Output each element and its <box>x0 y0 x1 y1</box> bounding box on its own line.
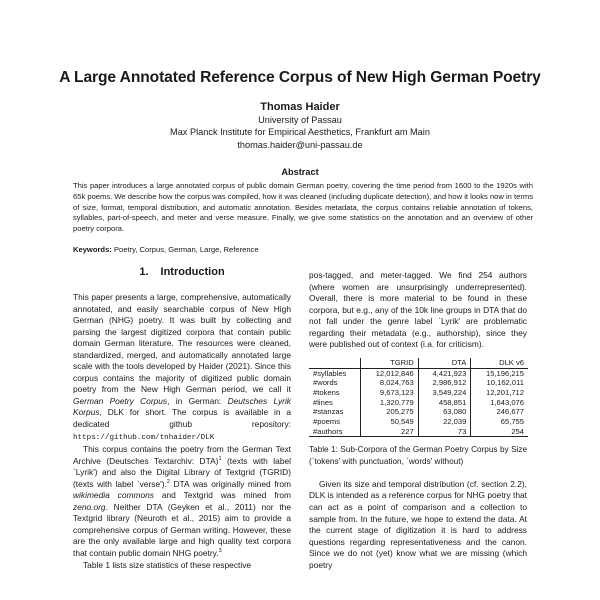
table-row <box>309 388 528 398</box>
table-cell: 9,673,123 <box>360 388 418 398</box>
table-cell: 22,039 <box>418 417 471 427</box>
table-cell: #lines <box>313 397 333 407</box>
section-number: 1. <box>139 266 149 278</box>
table-cell: #poems <box>313 417 341 427</box>
table-1-corpus-stats <box>309 358 528 438</box>
github-url-link[interactable]: https://github.com/tnhaider/DLK <box>73 433 215 442</box>
left-column <box>73 292 291 571</box>
footnote-marker-2[interactable]: 2 <box>166 478 170 485</box>
table-cell: #words <box>313 378 338 388</box>
table-cell: 65,755 <box>471 417 528 427</box>
intro-p1-emphasis-1: German Poetry Corpus <box>73 395 168 406</box>
paper-title: A Large Annotated Reference Corpus of New High German Poetry <box>59 69 541 86</box>
intro-p1-end: , DLK for short. The corpus is available in a dedicated github repository: <box>73 407 291 430</box>
table-row <box>309 427 528 437</box>
table-row <box>309 398 528 408</box>
table-header-cell: DLK v6 <box>471 358 528 368</box>
right-column <box>309 270 527 571</box>
author-name: Thomas Haider <box>260 101 340 113</box>
table-cell: 50,549 <box>360 417 418 427</box>
intro-paragraph-3: Table 1 lists size statistics of these respective <box>83 559 252 570</box>
intro-p1-mid: , in German: <box>167 395 222 406</box>
table-cell: #tokens <box>313 387 340 397</box>
keywords-label: Keywords: <box>73 245 112 254</box>
keywords-text: Poetry, Corpus, German, Large, Reference <box>113 245 259 254</box>
keywords <box>73 245 533 256</box>
table-cell: #stanzas <box>313 407 344 417</box>
intro-p2-text-e: . Neither DTA (Geyken et al., 2011) nor the Textgrid library (Neuroth et al., 2015) aim to provide a comprehensive corpus of German writing. However, these are the only available large and high quality text corpora that contain public domain NHG poetry. <box>73 501 291 559</box>
table-cell: 12,201,712 <box>471 388 528 398</box>
table-cell: #syllables <box>313 368 347 378</box>
table-cell: 63,080 <box>418 407 471 417</box>
intro-paragraph-1 <box>73 292 291 444</box>
affiliation-institute: Max Planck Institute for Empirical Aesthetics, Frankfurt am Main <box>170 127 430 138</box>
intro-p1-emphasis-2: Deutsches Lyrik Korpus <box>73 395 291 418</box>
intro-p2-text-a: This corpus contains the poetry from the German Text Archive (Deutsches Textarchiv: DTA) <box>73 444 291 466</box>
intro-p2-emphasis-2: zeno.org <box>73 501 106 512</box>
author-email: thomas.haider@uni-passau.de <box>237 139 363 150</box>
intro-p2-text-d: and Textgrid was mined from <box>161 490 292 501</box>
paragraph-spacer <box>309 467 527 479</box>
affiliations <box>0 114 600 151</box>
table-cell: 12,012,846 <box>360 368 418 378</box>
intro-paragraph-2 <box>73 444 291 559</box>
table-1-caption: Table 1: Sub-Corpora of the German Poetry Corpus by Size (`tokens' with punctuation, `words' without) <box>309 445 527 466</box>
intro-p1-text: This paper presents a large, comprehensive, automatically annotated, and easily searchable corpus of New High German (NHG) poetry. It was built by collecting and parsing the largest digitized corpora that contain public domain German literature. The resources were cleaned, standardized, merged, and automatically annotated large scale with the tools developed by Haider (2021). Since this corpus contains the majority of digitized public domain poetry from the New High German period, we call it <box>73 292 291 395</box>
right-paragraph-1: pos-tagged, and meter-tagged. We find 254 authors (where women are unsurprisingly underrepresented). Overall, there is more material to be found in these corpora, but e.g., any of the 10k line groups in DTA that do not fall under the genre label `Lyrik' are problematic regarding their metadata (e.g., authorship), since they were published out of context (i.a. for criticism). <box>309 270 527 350</box>
table-cell: 73 <box>418 427 471 437</box>
table-header-cell: TGRID <box>360 358 418 368</box>
table-cell: 205,275 <box>360 407 418 417</box>
intro-p2-emphasis-1: wikimedia commons <box>73 490 154 501</box>
table-cell: 227 <box>360 427 418 437</box>
section-heading-introduction <box>73 266 291 278</box>
table-cell: 1,320,779 <box>360 398 418 408</box>
table-header-row <box>309 358 528 368</box>
table-row <box>309 368 528 378</box>
table-cell: 15,196,215 <box>471 368 528 378</box>
table-header-cell: DTA <box>418 358 471 368</box>
footnote-marker-3[interactable]: 3 <box>218 548 222 555</box>
table-cell: 458,851 <box>418 398 471 408</box>
abstract-text: This paper introduces a large annotated corpus of public domain German poetry, covering the time period from 1600 to the 1920s with 65k poems. We describe how the corpus was compiled, how it was cleaned (including duplicate detection), and how it looks now in terms of size, format, temporal distribution, and automatic annotation. Besides metadata, the corpus contains reliable annotation of tokens, syllables, part-of-speech, and meter and verse measure. Finally, we give some statistics on the annotation and an overview of other poetry corpora. <box>73 181 533 234</box>
table-cell: 10,162,011 <box>471 378 528 388</box>
intro-p2-text-b: (texts with label `Lyrik') and also the Digital Library of Textgrid (TGRID) (texts with label `verse'). <box>73 455 291 489</box>
footnote-marker-1[interactable]: 1 <box>218 455 222 462</box>
table-row <box>309 378 528 388</box>
table-cell: 1,643,076 <box>471 398 528 408</box>
intro-p2-text-c: DTA was originally mined from <box>173 478 291 489</box>
right-paragraph-2: Given its size and temporal distribution (cf. section 2.2), DLK is intended as a reference corpus for NHG poetry that can act as a point of comparison and a collection to sample from. In the future, we hope to extend the data. At the current stage of digitization it is hard to address questions regarding representativeness and the canon. Since we do not (yet) know what we are missing (which poetry <box>309 478 527 570</box>
table-row <box>309 417 528 427</box>
table-row <box>309 407 528 417</box>
table-cell: 254 <box>471 427 528 437</box>
abstract-heading: Abstract <box>281 167 319 177</box>
section-title: Introduction <box>160 266 225 278</box>
table-cell: 2,986,912 <box>418 378 471 388</box>
table-cell: 8,024,763 <box>360 378 418 388</box>
table-cell: #authors <box>309 427 360 437</box>
table-cell: 3,549,224 <box>418 388 471 398</box>
table-cell: 246,677 <box>471 407 528 417</box>
table-cell: 4,421,923 <box>418 368 471 378</box>
table-header-cell <box>309 358 360 368</box>
affiliation-university: University of Passau <box>258 115 342 125</box>
